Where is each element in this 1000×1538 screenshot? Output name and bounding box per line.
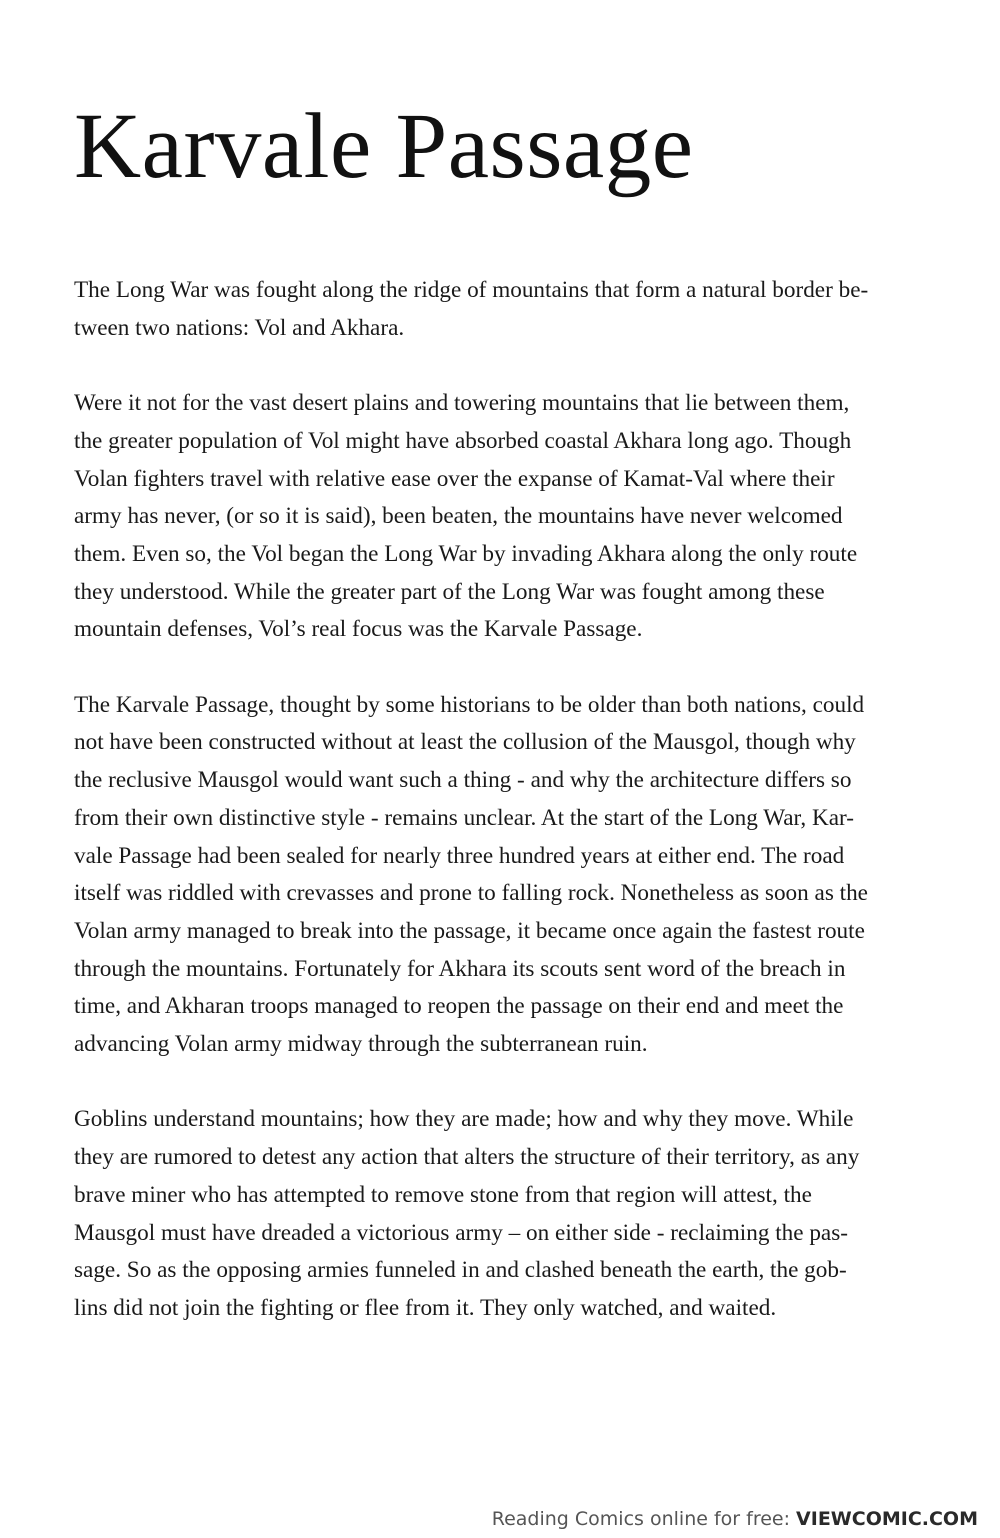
text-line: the reclusive Mausgol would want such a thing - and why the architecture differs so (74, 767, 852, 794)
text-line: The Long War was fought along the ridge of mountains that form a natural border be- (74, 277, 869, 303)
text-line: from their own distinctive style - remains unclear. At the start of the Long War, Kar- (74, 804, 854, 831)
footer-text: Reading Comics online for free: (491, 1508, 797, 1530)
paragraph (74, 385, 936, 649)
text-line: them. Even so, the Vol began the Long War by invading Akhara along the only route (74, 540, 858, 567)
paragraph (74, 1101, 936, 1327)
text-line: vale Passage had been sealed for nearly three hundred years at either end. The road (74, 842, 845, 869)
text-line: Goblins understand mountains; how they are made; how and why they move. While (74, 1106, 854, 1133)
text-line: mountain defenses, Vol’s real focus was the Karvale Passage. (74, 616, 643, 643)
text-line: Were it not for the vast desert plains and towering mountains that lie between them, (74, 390, 850, 417)
footer-brand-link[interactable]: VIEWCOMIC.COM (796, 1508, 978, 1530)
text-line: sage. So as the opposing armies funneled in and clashed beneath the earth, the gob- (74, 1257, 847, 1284)
page-title: Karvale Passage (74, 95, 694, 198)
body-text (74, 272, 936, 1365)
text-line: not have been constructed without at least the collusion of the Mausgol, though why (74, 729, 856, 756)
text-line: they are rumored to detest any action that alters the structure of their territory, as any (74, 1144, 860, 1171)
text-line: the greater population of Vol might have absorbed coastal Akhara long ago. Though (74, 427, 852, 454)
text-line: through the mountains. Fortunately for Akhara its scouts sent word of the breach in (74, 955, 846, 982)
text-line: Mausgol must have dreaded a victorious army – on either side - reclaiming the pas- (74, 1219, 848, 1246)
text-line: advancing Volan army midway through the subterranean ruin. (74, 1031, 648, 1058)
text-line: itself was riddled with crevasses and prone to falling rock. Nonetheless as soon as the (74, 880, 868, 907)
text-line: The Karvale Passage, thought by some historians to be older than both nations, could (74, 691, 865, 718)
text-line: Volan fighters travel with relative ease over the expanse of Kamat-Val where their (74, 465, 835, 492)
text-line: time, and Akharan troops managed to reopen the passage on their end and meet the (74, 993, 844, 1020)
footer-watermark (492, 1506, 978, 1532)
paragraph (74, 687, 936, 1064)
text-line: Volan army managed to break into the passage, it became once again the fastest route (74, 917, 865, 944)
text-line: they understood. While the greater part of the Long War was fought among these (74, 578, 825, 605)
text-line: brave miner who has attempted to remove stone from that region will attest, the (74, 1181, 812, 1208)
text-line: tween two nations: Vol and Akhara. (74, 314, 405, 341)
paragraph (74, 272, 936, 347)
text-line: lins did not join the fighting or flee from it. They only watched, and waited. (74, 1294, 777, 1321)
text-line: army has never, (or so it is said), been beaten, the mountains have never welcomed (74, 503, 843, 530)
